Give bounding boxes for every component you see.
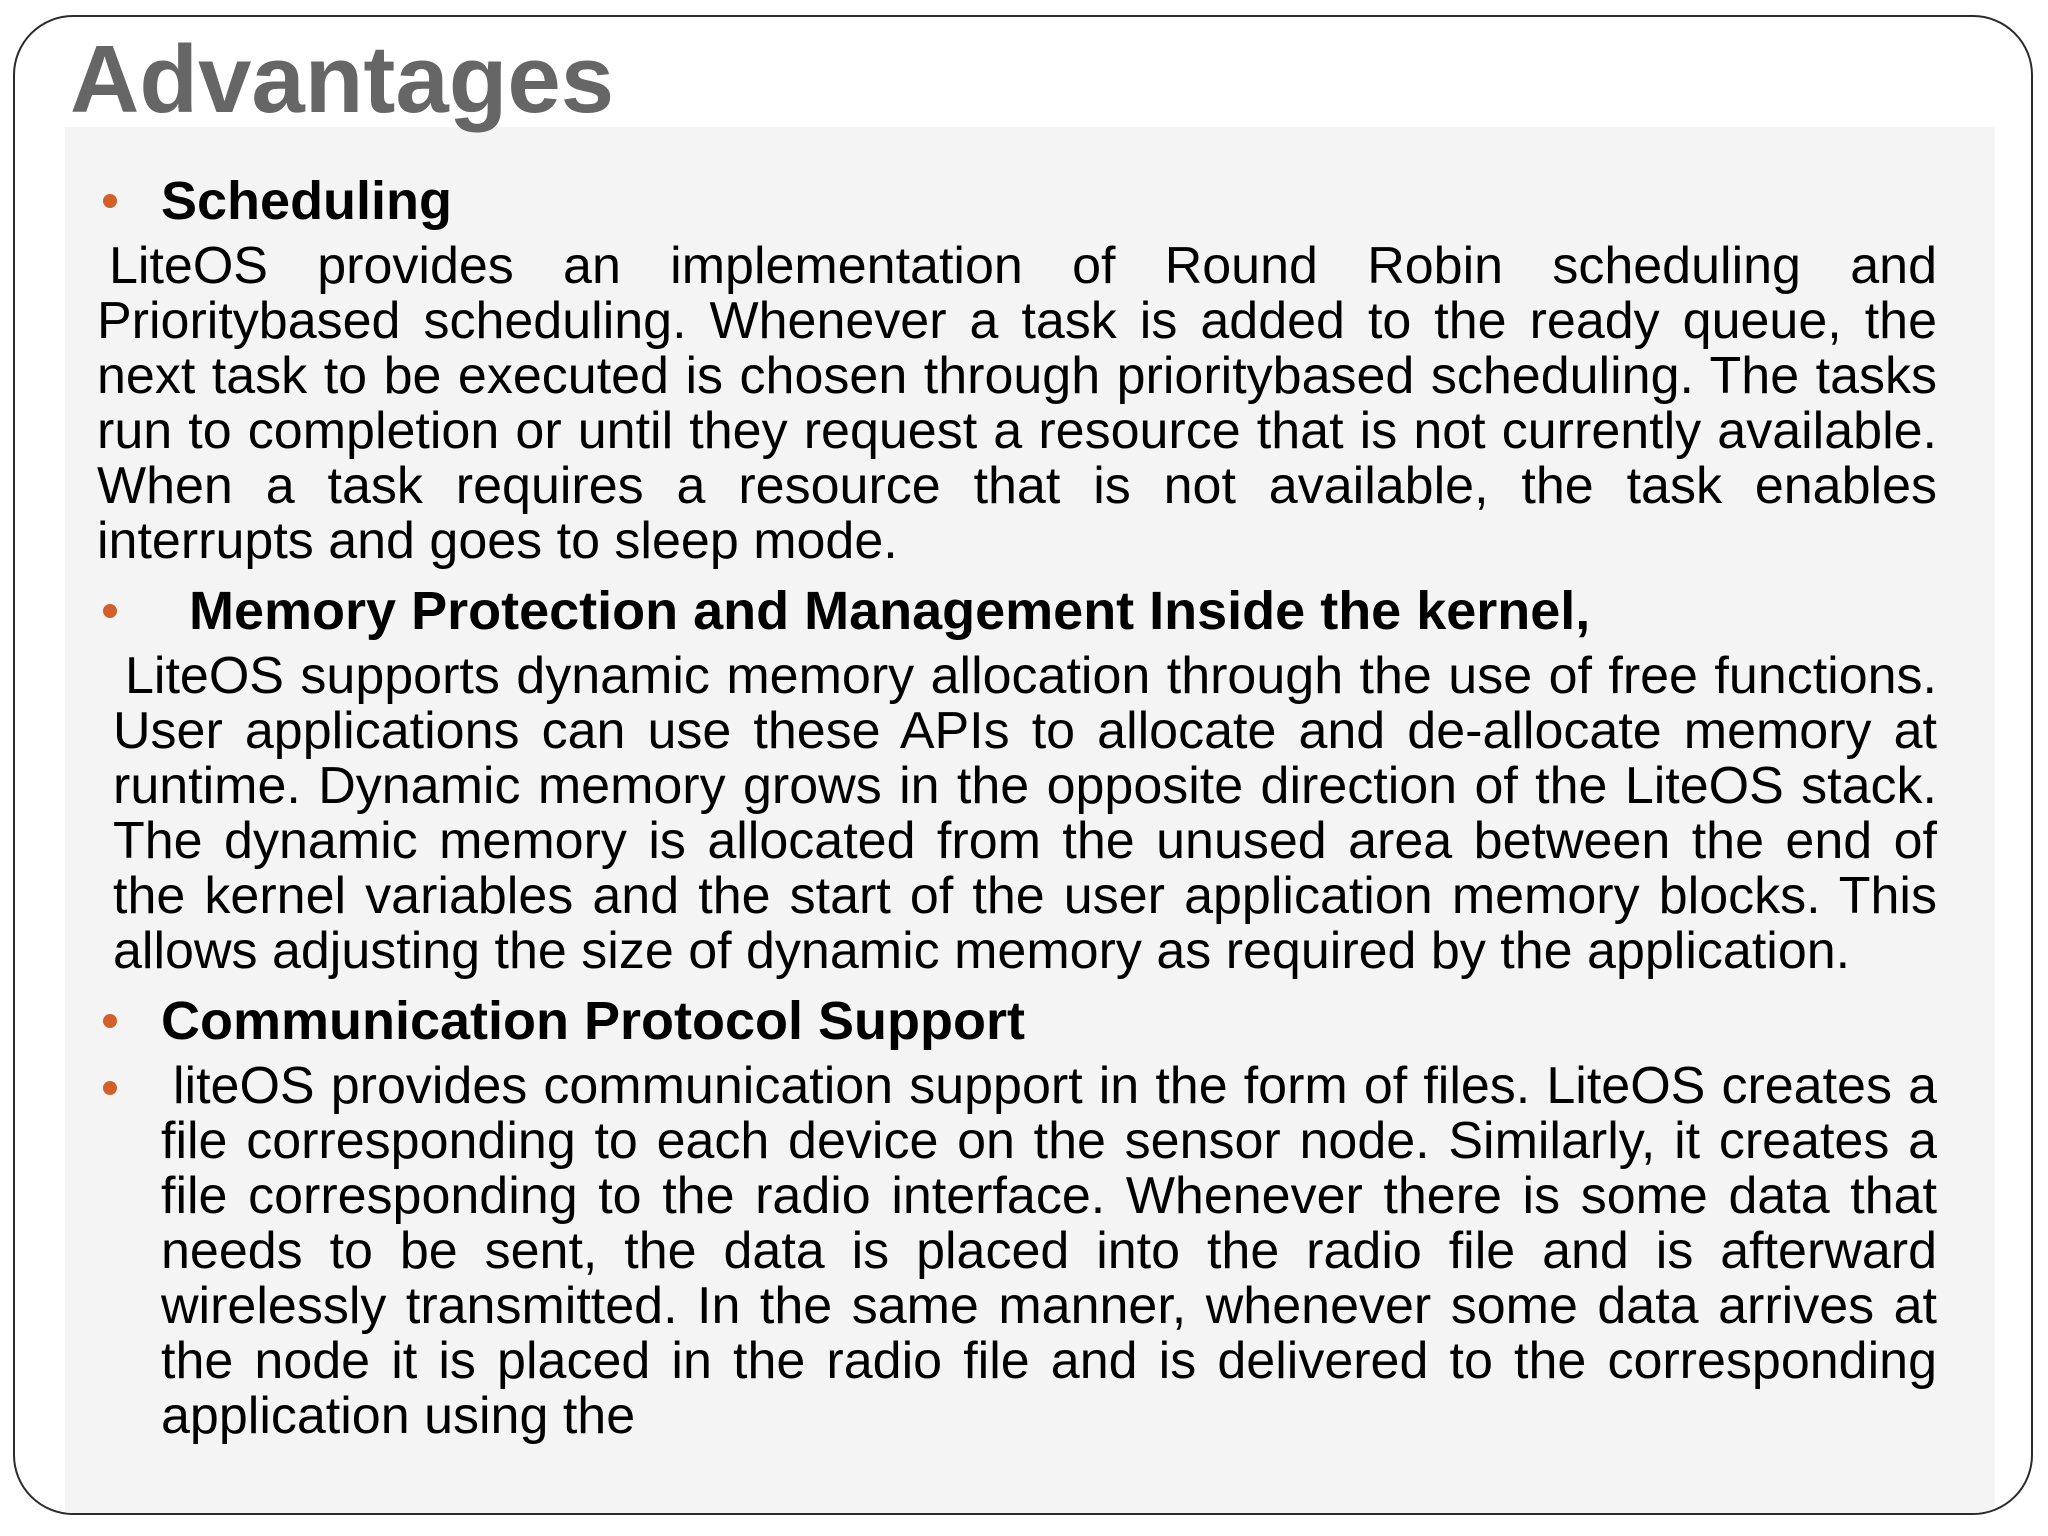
heading-text: Scheduling — [161, 171, 453, 231]
bullet-icon — [103, 604, 117, 618]
section-heading-communication — [85, 985, 1937, 1057]
section-item-communication — [85, 1059, 1937, 1444]
bullet-icon — [103, 1081, 117, 1095]
bullet-icon — [103, 1014, 117, 1028]
slide-body — [85, 165, 1937, 1444]
heading-text: Communication Protocol Support — [161, 991, 1025, 1051]
section-text-communication: liteOS provides communication support in the form of files. LiteOS creates a file corresponding to each device on the sensor node. Similarly, it creates a file corresponding to the radio interface. Whenever there is some data that needs to be sent, the data is placed into the radio file and is afterward wirelessly transmitted. In the same manner, whenever some data arrives at the node it is placed in the radio file and is delivered to the corresponding application using the — [161, 1057, 1937, 1445]
slide — [13, 15, 2033, 1515]
heading-text: Memory Protection and Management Inside the kernel, — [189, 581, 1591, 641]
section-heading-scheduling — [85, 165, 1937, 237]
bullet-icon — [103, 194, 117, 208]
section-text-memory: LiteOS supports dynamic memory allocation through the use of free functions. User applications can use these APIs to allocate and de-allocate memory at runtime. Dynamic memory grows in the opposite direction of the LiteOS stack. The dynamic memory is allocated from the unused area between the end of the kernel variables and the start of the user application memory blocks. This allows adjusting the size of dynamic memory as required by the application. — [113, 647, 1937, 980]
slide-title: Advantages — [70, 26, 615, 133]
section-heading-memory — [85, 575, 1937, 647]
section-text-scheduling: LiteOS provides an implementation of Round Robin scheduling and Prioritybased scheduling. Whenever a task is added to the ready queue, the next task to be executed is chosen through prioritybased scheduling. The tasks run to completion or until they request a resource that is not currently available. When a task requires a resource that is not available, the task enables interrupts and goes to sleep mode. — [97, 237, 1937, 570]
